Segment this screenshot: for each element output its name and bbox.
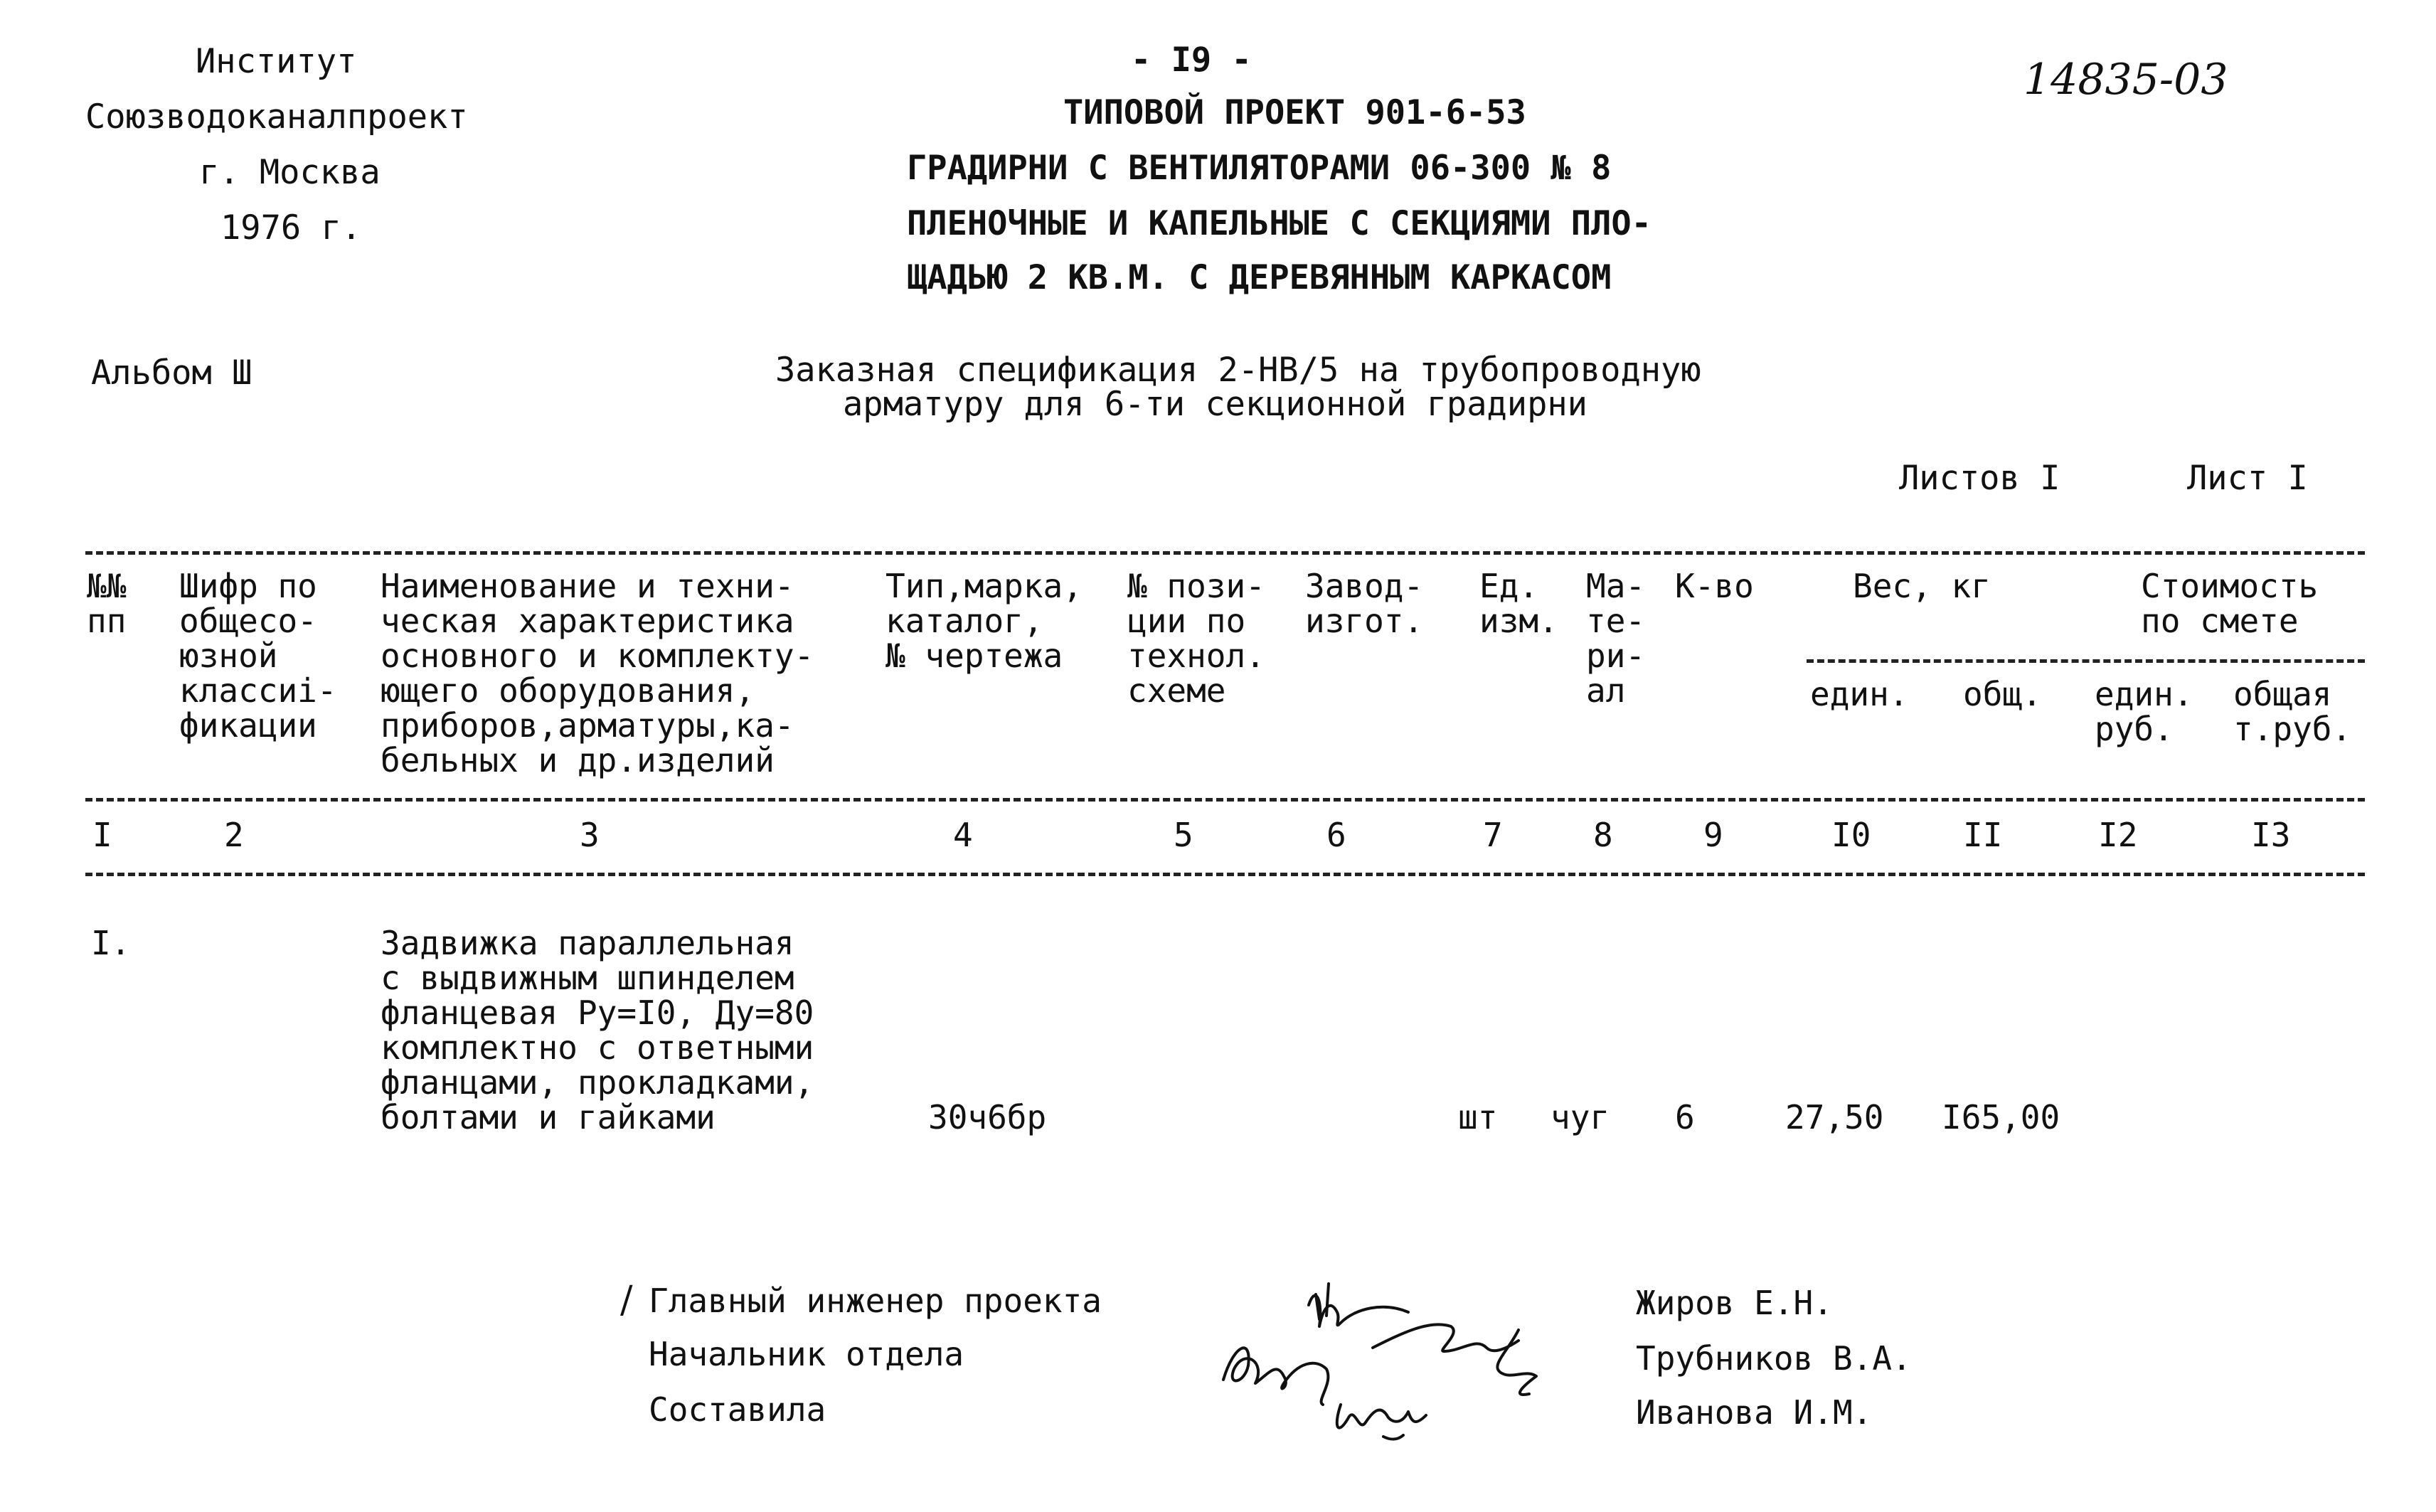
col-header-material: Ма- те- ри- ал bbox=[1586, 567, 1646, 710]
institute-line-1: Институт bbox=[196, 42, 357, 81]
col-header-weight-unit: един. bbox=[1810, 675, 1909, 713]
col-number-4: 4 bbox=[953, 816, 973, 854]
col-number-1: I bbox=[92, 816, 112, 854]
spec-title-line-1: Заказная спецификация 2-НВ/5 на трубопроводную bbox=[775, 351, 1701, 390]
col-header-type: Тип,марка, каталог, № чертежа bbox=[885, 567, 1083, 675]
col-header-unit: Ед. изм. bbox=[1479, 567, 1558, 640]
col-number-7: 7 bbox=[1483, 816, 1503, 854]
table-numbers-rule bbox=[85, 873, 2365, 876]
col-header-cost-unit: един. руб. bbox=[2095, 675, 2193, 748]
project-line-3: ПЛЕНОЧНЫЕ И КАПЕЛЬНЫЕ С СЕКЦИЯМИ ПЛО- bbox=[907, 204, 1652, 243]
table-sub-rule bbox=[1807, 659, 2365, 663]
signature-name-2: Трубников В.А. bbox=[1636, 1339, 1912, 1378]
row-weight-total: I65,00 bbox=[1942, 1098, 2060, 1136]
col-number-11: II bbox=[1963, 816, 2003, 854]
row-material: чуг bbox=[1551, 1098, 1610, 1136]
row-num: I. bbox=[91, 924, 131, 962]
table-top-rule bbox=[85, 551, 2365, 555]
project-line-4: ЩАДЬЮ 2 КВ.М. С ДЕРЕВЯННЫМ КАРКАСОМ bbox=[907, 258, 1612, 297]
col-number-3: 3 bbox=[580, 816, 600, 854]
album-label: Альбом Ш bbox=[91, 353, 252, 393]
signature-role-3: Составила bbox=[649, 1390, 826, 1429]
col-number-2: 2 bbox=[224, 816, 244, 854]
col-number-12: I2 bbox=[2098, 816, 2138, 854]
row-qty: 6 bbox=[1675, 1098, 1695, 1136]
doc-number: 14835-03 bbox=[2023, 55, 2228, 105]
row-weight-unit: 27,50 bbox=[1785, 1098, 1884, 1136]
institute-line-2: Союзводоканалпроект bbox=[85, 97, 468, 137]
col-number-8: 8 bbox=[1593, 816, 1613, 854]
project-line-1: ТИПОВОЙ ПРОЕКТ 901-6-53 bbox=[1063, 93, 1526, 132]
row-type: 30ч6бр bbox=[928, 1098, 1047, 1136]
sheets-total: Листов I bbox=[1899, 459, 2060, 498]
col-header-cost-total: общая т.руб. bbox=[2233, 675, 2352, 748]
spec-title-line-2: арматуру для 6-ти секционной градирни bbox=[843, 385, 1587, 424]
col-number-10: I0 bbox=[1831, 816, 1871, 854]
signature-name-3: Иванова И.М. bbox=[1636, 1393, 1873, 1432]
institute-line-3: г. Москва bbox=[199, 153, 381, 192]
col-header-name: Наименование и техни- ческая характеристика основного и комплекту- ющего оборудования, приборов,арматуры,ка- бельных и др.изделий bbox=[381, 567, 814, 779]
col-number-13: I3 bbox=[2251, 816, 2291, 854]
col-number-9: 9 bbox=[1703, 816, 1723, 854]
col-header-weight-total: общ. bbox=[1963, 675, 2042, 713]
table-header-rule bbox=[85, 798, 2365, 802]
signature-tick: / bbox=[620, 1279, 633, 1321]
row-name: Задвижка параллельная с выдвижным шпинделем фланцевая Ру=I0, Ду=80 комплектно с ответными фланцами, прокладками, болтами и гайками bbox=[381, 924, 814, 1136]
signature-role-1: Главный инженер проекта bbox=[649, 1282, 1102, 1320]
signature-role-2: Начальник отдела bbox=[649, 1335, 964, 1373]
row-unit: шт bbox=[1458, 1098, 1498, 1136]
col-header-position: № пози- ции по технол. схеме bbox=[1127, 567, 1265, 710]
col-header-num: №№ пп bbox=[87, 567, 127, 640]
page-number: - I9 - bbox=[1131, 41, 1252, 80]
handwritten-signatures bbox=[1209, 1255, 1607, 1462]
col-header-cost: Стоимость по смете bbox=[2141, 567, 2319, 640]
col-number-5: 5 bbox=[1174, 816, 1193, 854]
col-header-weight: Вес, кг bbox=[1853, 567, 1991, 605]
institute-line-4: 1976 г. bbox=[220, 208, 362, 247]
col-header-code: Шифр по общесо- юзной классиі- фикации bbox=[179, 567, 337, 745]
col-header-qty: К-во bbox=[1675, 567, 1754, 605]
project-line-2: ГРАДИРНИ С ВЕНТИЛЯТОРАМИ 06-300 № 8 bbox=[907, 149, 1612, 188]
col-header-manufacturer: Завод- изгот. bbox=[1305, 567, 1424, 640]
sheet-number: Лист I bbox=[2187, 459, 2308, 498]
signature-name-1: Жиров Е.Н. bbox=[1636, 1284, 1833, 1322]
col-number-6: 6 bbox=[1326, 816, 1346, 854]
